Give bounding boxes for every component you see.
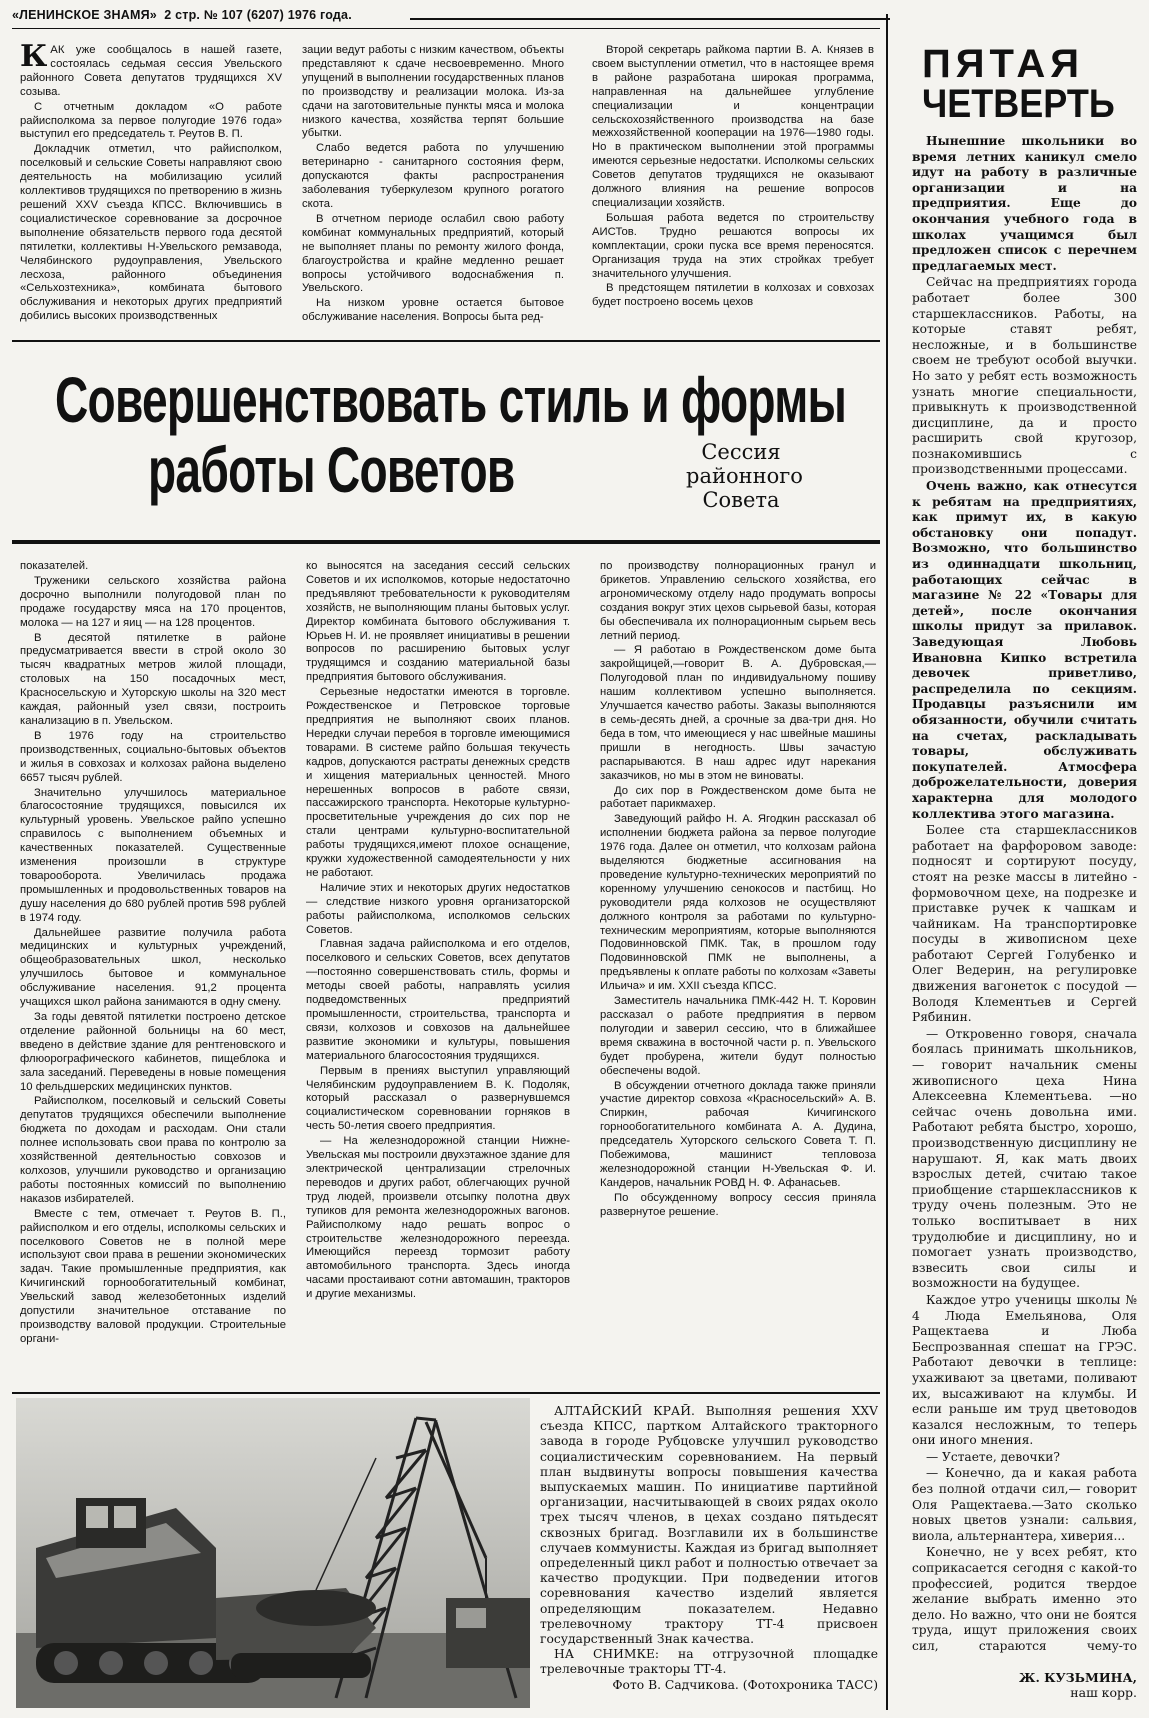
top-col2-p1: зации ведут работы с низким качеством, объекты представляют к сдаче несвоевременно. Много упущений в выполнении государственных планов по производству и реализации молока. Из-за сдачи на заготовительные пункты мяса и молока низкого качества, хозяйства терпят большие убытки. [302,44,564,140]
top-col2-p3: В отчетном периоде ослабил свою работу комбинат коммунальных предприятий, который не выполняет планы по ремонту жилого фонда, благоустройства и крайне медленно решает вопросы устойчивого водоснабжения п. Увельского. [302,212,564,295]
main-col2-p6: — На железнодорожной станции Нижне-Увельская мы построили двухэтажное здание для электрической централизации стрелочных переводов и других работ, облегчающих ручной труд людей, произвели отсыпку полотна двух тупиков для ремонта железнодорожных вагонов. Райисполкому надо решать вопрос о строительстве железнодорожного переезда. Имеющийся переезд тормозит работу автомобильного транспорта. Здесь иногда часами простаивают сотни автомашин, тракторов и другие механизмы. [306,1135,570,1301]
masthead [12,8,352,22]
signature [912,1670,1137,1700]
main-col1-p8: Райисполком, поселковый и сельский Советы депутатов трудящихся обеспечили выполнение бюджета по доходам и расходам. Они стали полнее использовать свои права по контролю за хозяйственной деятельностью совхозов и колхозов, улучшили руководство и организацию работы постоянных комиссий по выполнению наказов избирателей. [20,1095,286,1205]
main-col-2 [306,560,570,1380]
main-col3-p3: До сих пор в Рождественском доме быта не работает парикмахер. [600,784,876,811]
headline-rule-bottom [12,540,880,544]
main-col1-p4: В 1976 году на строительство производственных, социально-бытовых объектов и жилья в совхозах и колхозах района выделено 6657 тысяч рублей. [20,729,286,784]
tractor-photo [16,1398,530,1708]
column-divider [886,14,888,1710]
main-col3-p6: В обсуждении отчетного доклада также приняли участие директор совхоза «Красносельский» А. В. Спиркин, рабочая Кичигинского горнообогатительного комбината А. А. Дудина, председатель Хуторского сельского Совета Т. П. Побежимова, машинист тепловоза железнодорожной станции Н-Увельская Ф. И. Кандеров, начальник РОВД Н. Ф. Афанасьев. [600,1079,876,1189]
headline-subhead: Сессия районного Совета [686,440,803,512]
top-col3-p3: В предстоящем пятилетии в колхозах и совхозах будет построено восемь цехов [592,282,874,309]
masthead-issue: 2 стр. № 107 (6207) 1976 года. [164,8,352,22]
main-col2-p1: ко выносятся на заседания сессий сельских Советов и их исполкомов, которые недостаточно предъявляют требовательности к руководителям хозяйств, не выполняющим планы бытовых услуг. Директор комбината бытового обслуживания т. Юрьев Н. И. не проявляет инициативы в решении вопросов по расширению бытовых услуг трудящимся и созданию материальной базы предприятия бытового обслуживания. [306,560,570,684]
masthead-paper: «ЛЕНИНСКОЕ ЗНАМЯ» [12,8,157,22]
main-col1-p7: За годы девятой пятилетки построено детское отделение районной больницы на 60 мест, введено в действие здание для рентгеновского и флюорографического кабинетов, пищеблока и зала заседаний. Переведены в новые помещения 10 фельдшерских медицинских пунктов. [20,1011,286,1093]
signature-name: Ж. КУЗЬМИНА, [1019,1670,1137,1685]
main-col3-p7: По обсужденному вопросу сессия приняла развернутое решение. [600,1191,876,1218]
main-col2-p2: Серьезные недостатки имеются в торговле. Рождественское и Петровское торговые предприятия не выполняют своих планов. Нередки случаи перебоя в торговле имеющимися товарами. В системе райпо большая текучесть кадров, допускаются растраты денежных средств и хищения материальных ценностей. Много нерешенных вопросов в работе связи, пассажирского транспорта. Некоторые культурно-просветительные учреждения до сих пор не стали центрами культурно-воспитательной работы трудящихся,имеют плохое оснащение, кружки художественной самодеятельности у них не работают. [306,686,570,879]
photo-rule-top [12,1392,880,1394]
right-p5: — Откровенно говоря, сначала боялась принимать школьников, — говорит начальник смены живописного цеха Нина Алексеевна Клементьева. —но сейчас очень довольна ими. Работают ребята быстро, хорошо, производственную дисциплину не нарушают. Я, как мать двоих взрослых детей, считаю такое приобщение старшеклассников к труду очень полезным. Это не только воспитывает в них трудолюбие и дисциплину, но и помогает узнать производство, взвесить свои силы и возможности на будущее. [912,1026,1137,1291]
headline-line-1: Совершенствовать стиль и формы [55,364,847,436]
right-p7: — Устаете, девочки? [926,1449,1060,1464]
right-p2: Сейчас на предприятиях города работает более 300 старшеклассников. Работы, на которые ставят ребят, несложные, и в большинстве своем не требуют особой выучки. Но зато у ребят есть возможность узнать многие специальности, привыкнуть к производственной дисциплине, да и просто расширить свой кругозор, познакомившись с производственными процессами. [912,275,1137,477]
main-col1-p5: Значительно улучшилось материальное благосостояние трудящихся, повысился их культурный уровень. Увельское райпо успешно справилось с выполнением объемных и качественных показателей. Существенные изменения произошли в структуре товарооборота. Увеличилась продажа промышленных и продовольственных товаров на душу населения до 680 рублей против 598 рублей в 1974 году. [20,786,286,924]
top-col3-p1: Второй секретарь райкома партии В. А. Князев в своем выступлении отметил, что в настоящее время в районе разработана широкая программа, направленная на дальнейшее углубление специализации и концентрации сельскохозяйственного производства на базе межхозяйственной кооперации на 1976—1980 годы. Но в практическом выполнении этой программы имеются серьезные недостатки. Исполкомы сельских Советов депутатов трудящихся не оказывают должного влияния на решение вопросов специализации хозяйств. [592,44,874,209]
right-p1: Нынешние школьники во время летних каникул смело идут на работу в различные организации и на предприятия. Еще до окончания учебного года в школах учащимся был предложен список с перечнем предлагаемых мест. [912,134,1137,273]
right-p3: Очень важно, как отнесутся к ребятам на предприятиях, как примут их, в какую обстановку они попадут. Возможно, что большинство из одиннадцати школьниц, работающих сейчас в магазине № 22 «Товары для детей», после окончания школы придут за прилавок. Заведующая Любовь Ивановна Кипко встретила девочек приветливо, распределила по секциям. Продавцы разъяснили им обязанности, обучили считать на счетах, раскладывать товары, обслуживать покупателей. Атмосфера доброжелательности, доверия характерна для молодого коллектива этого магазина. [912,479,1137,821]
top-col1-p1: АК уже сообщалось в нашей газете, состоялась седьмая сессия Увельского районного Совета депутатов трудящихся XV созыва. [20,44,282,98]
right-p9: Конечно, не у всех ребят, кто соприкасается сегодня с какой-то профессией, родится твердое желание выбрать именно это дело. Но важно, что они не боятся труда, ищут приложения своих сил, стараются чему-то [912,1545,1137,1653]
top-col2-p4: На низком уровне остается бытовое обслуживание населения. Вопросы быта ред- [302,297,564,324]
main-col3-p5: Заместитель начальника ПМК-442 Н. Т. Коровин рассказал о работе предприятия в первом полугодии и заверил сессию, что в ближайшее время скважина в восточной части р. п. Увельского будет пробурена, жители будут полностью обеспечены водой. [600,995,876,1077]
top-col-3 [592,44,874,340]
main-col1-p6: Дальнейшее развитие получила работа медицинских и культурных учреждений, общеобразовательных школ, несколько улучшилось бытовое и коммунальное обслуживание населения. 91,2 процента учащихся школ района занимаются в одну смену. [20,926,286,1009]
main-col1-p9: Вместе с тем, отмечает т. Реутов В. П., райисполком и его отделы, исполкомы сельских и поселкового Советов не в полной мере используют свои права в решении экономических задач. Такие промышленные предприятия, как Кичигинский горнообогатительный комбинат, Увельский завод железобетонных изделий допустили значительное отставание по производству валовой продукции. Строительные органи- [20,1207,286,1345]
main-col1-p1: показателей. [20,560,89,572]
tractor-photo-image [16,1398,530,1708]
top-col1-p3: Докладчик отметил, что райисполком, поселковый и сельские Советы направляют свою деятельность на мобилизацию усилий коллективов трудящихся по претворению в жизнь решений XXV съезда КПСС. Включившись в социалистическое соревнование за досрочное выполнение обязательств первого года десятой пятилетки, коллективы Н-Увельского ремзавода, Челябинского рудоуправления, Увельского лесхоза, районного объединения «Сельхозтехника», комбината бытового обслуживания и некоторых других предприятий добились высоких производственных [20,143,282,323]
right-p8: — Конечно, да и какая работа без полной отдачи сил,— говорит Оля Ращектаева.—Зато сколько новых цветов узнали: сальвия, виола, альтернантера, хиверия... [912,1466,1137,1543]
top-rule [12,28,880,29]
main-col-3 [600,560,876,1380]
photo-caption-snimke: НА СНИМКЕ: на отгрузочной площадке трелевочные тракторы ТТ-4. [540,1647,878,1677]
main-col3-p1: по производству полнорационных гранул и брикетов. Управлению сельского хозяйства, его агрономическому отделу надо продумать вопросы создания вокруг этих цехов сырьевой базы, которая бы обеспечивала их полнорационным сырьем весь летний период. [600,560,876,642]
top-col-2 [302,44,564,340]
main-col3-p4: Заведующий райфо Н. А. Ягодкин рассказал об исполнении бюджета района за первое полугодие 1976 года. Далее он отметил, что колхозам района выделяются бюджетные ассигнования на проведение культурно-технических мероприятий по коренному улучшению сенокосов и пастбищ. Но руководители ряда колхозов не осуществляют должного контроля за работами по культурно-техническим мероприятиям, которые выполняются Подовинновской ПМК. Так, в прошлом году Подовинновской ПМК не выполнены, а предъявлены к оплате работы по колхозам «Заветы Ильича» и им. XXII съезда КПСС. [600,813,876,993]
main-col1-p3: В десятой пятилетке в районе предусматривается ввести в строй около 30 тысяч квадратных метров жилой площади, столовых на 150 посадочных мест, Красносельскую и Хуторскую школы на 320 мест каждая, районный узел связи, построить канализацию в п. Увельском. [20,631,286,727]
signature-title: наш корр. [1070,1685,1137,1700]
top-col2-p2: Слабо ведется работа по улучшению ветеринарно - санитарного состояния ферм, допускаются факты распространения заболевания туберкулезом крупного рогатого скота. [302,142,564,210]
main-col1-p2: Труженики сельского хозяйства района досрочно выполнили полугодовой план по продаже государству мяса на 170 процентов, молока — на 127 и яиц — на 128 процентов. [20,574,286,629]
main-col2-p3: Наличие этих и некоторых других недостатков — следствие низкого уровня организаторской работы райисполкома, исполкомов сельских Советов. [306,881,570,936]
top-col1-p2: С отчетным докладом «О работе райисполкома за первое полугодие 1976 года» выступил его председатель т. Реутов В. П. [20,100,282,141]
headline-rule-top [12,340,880,342]
photo-credit: Фото В. Садчикова. (Фотохроника ТАСС) [612,1677,878,1692]
kicker-line-2: ЧЕТВЕРТЬ [922,82,1115,126]
headline-line-2: работы Советов [148,434,515,506]
main-col2-p4: Главная задача райисполкома и его отделов, поселкового и сельских Советов, всех депутатов—постоянно совершенствовать стиль, формы и методы своей работы, направлять усилия подведомственных предприятий промышленности, строительства, транспорта и связи, колхозов и совхозов на дальнейшее развитие экономики и культуры, повышения материального благосостояния трудящихся. [306,938,570,1062]
dropcap: К [20,44,48,74]
masthead-rule [410,18,890,20]
main-col2-p5: Первым в прениях выступил управляющий Челябинским рудоуправлением В. К. Подоляк, который рассказал о развернувшемся социалистическом соревновании горняков в честь 50-летия своего предприятия. [306,1064,570,1133]
kicker-line-1: ПЯТАЯ [922,42,1085,86]
photo-caption [540,1404,878,1709]
main-col-1 [20,560,286,1380]
top-col-1 [20,44,282,340]
main-col3-p2: — Я работаю в Рождественском доме быта закройщицей,—говорит В. А. Дубровская,—Полугодовой план по индивидуальному пошиву нашим коллективом успешно выполняется. Улучшается качество работы. Заказы выполняются в семь-десять дней, а срочные за два-три дня. Но беда в том, что имеющиеся у нас швейные машины пришли в негодность. Швы зачастую распарываются. В наш адрес идут нарекания заказчиков, но мы в этом не виноваты. [600,644,876,782]
top-col3-p2: Большая работа ведется по строительству АИСТов. Трудно решаются вопросы их комплектации, сроки пуска все время переносятся. Организация труда на этих стройках требует значительного улучшения. [592,211,874,280]
photo-caption-text: АЛТАЙСКИЙ КРАЙ. Выполняя решения XXV съезда КПСС, партком Алтайского тракторного завода в городе Рубцовске улучшил руководство социалистическим соревнованием. На первый план выдвинуты вопросы повышения качества выпускаемых машин. По инициативе партийной организации, насчитывающей в своих рядах около трех тысяч членов, в цехах создано пятьдесят сквозных бригад. Возглавили их в большинстве случаев коммунисты. Каждая из бригад выполняет определенный цикл работ и полностью отвечает за качество продукции. При подведении итогов соревнования качество изделий является определяющим показателем. Недавно трелевочному трактору ТТ-4 присвоен государственный Знак качества. [540,1404,878,1647]
right-article-body [912,134,1137,1654]
right-p4: Более ста старшеклассников работает на фарфоровом заводе: подносят и сортируют посуду, стоят на резке массы в литейно - формовочном цехе, на подрезке и приставке ручек к чашкам и чайникам. На транспортировке посуды в живописном цехе работают Сергей Голубенко и Олег Ведерин, на регулировке движения вагонеток с посудой — Володя Клементьев и Сергей Рябинин. [912,823,1137,1025]
right-p6: Каждое утро ученицы школы № 4 Люда Емельянова, Оля Ращектаева и Люба Беспрозванная спешат на ГРЭС. Работают девочки в теплице: ухаживают за цветами, поливают их, высаживают на клумбы. И если раньше им труд цветоводов казался несложным, то теперь они иного мнения. [912,1292,1137,1448]
